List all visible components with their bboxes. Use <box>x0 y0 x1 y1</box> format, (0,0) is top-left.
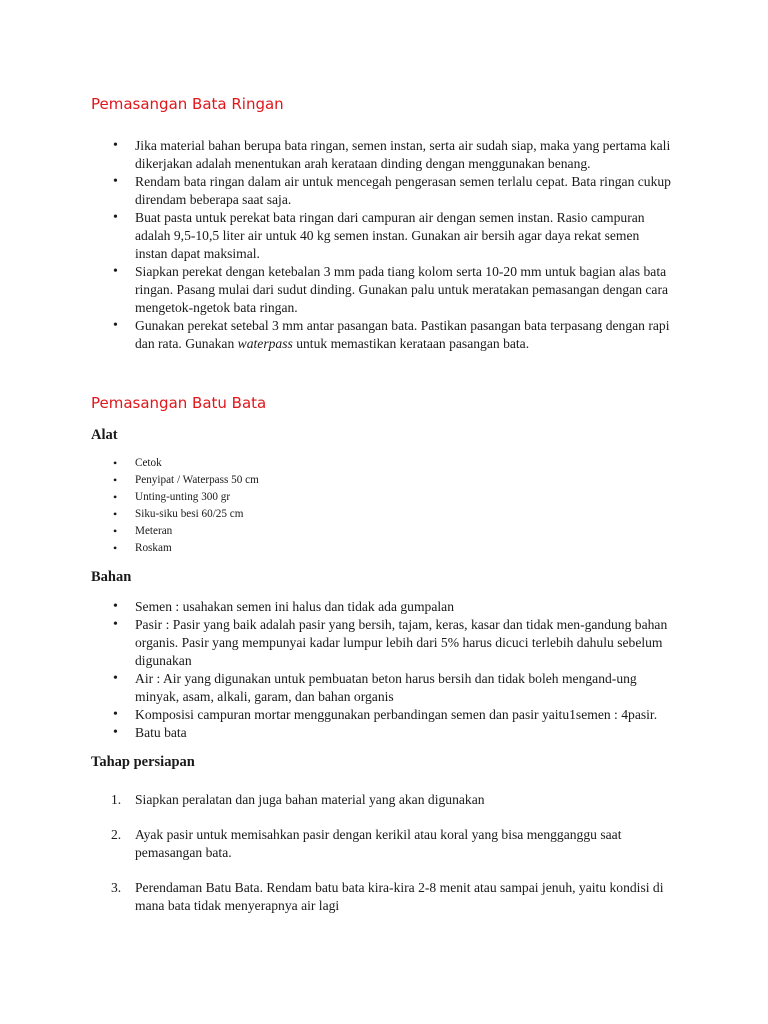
list-item: • Air : Air yang digunakan untuk pembuatan beton harus bersih dan tidak boleh mengand-ung minyak, asam, alkali, garam, dan bahan organis <box>111 670 671 706</box>
bata-ringan-steps-list <box>111 137 671 353</box>
list-item: • Penyipat / Waterpass 50 cm <box>111 472 511 489</box>
list-item <box>111 317 671 353</box>
subheading-alat: Alat <box>91 427 118 443</box>
list-item: • Meteran <box>111 523 511 540</box>
list-item: • Buat pasta untuk perekat bata ringan dari campuran air dengan semen instan. Rasio campuran adalah 9,5-10,5 liter air untuk 40 kg semen instan. Gunakan air bersih agar daya rekat semen instan dapat maksimal. <box>111 209 671 263</box>
list-item: • Roskam <box>111 540 511 557</box>
persiapan-steps-list <box>111 791 671 932</box>
list-item: • Siku-siku besi 60/25 cm <box>111 506 511 523</box>
list-item: • Jika material bahan berupa bata ringan, semen instan, serta air sudah siap, maka yang pertama kali dikerjakan adalah menentukan arah kerataan dinding dengan menggunakan benang. <box>111 137 671 173</box>
list-item: • Cetok <box>111 455 511 472</box>
step-text: Siapkan peralatan dan juga bahan material yang akan digunakan <box>135 792 485 807</box>
list-item: • Semen : usahakan semen ini halus dan tidak ada gumpalan <box>111 598 671 616</box>
subheading-tahap-persiapan: Tahap persiapan <box>91 754 195 770</box>
step-text: Perendaman Batu Bata. Rendam batu bata kira-kira 2-8 menit atau sampai jenuh, yaitu kondisi di mana bata tidak menyerapnya air lagi <box>135 880 664 913</box>
item-text: untuk memastikan kerataan pasangan bata. <box>292 336 530 351</box>
list-item <box>111 791 671 809</box>
list-item: • Komposisi campuran mortar menggunakan perbandingan semen dan pasir yaitu1semen : 4pasir. <box>111 706 671 724</box>
item-text: Gunakan perekat setebal 3 mm antar pasangan bata. Pastikan pasangan bata terpasang dengan rapi dan rata. Gunakan <box>135 318 670 351</box>
bahan-list <box>111 598 671 742</box>
item-emphasis: waterpass <box>237 336 293 351</box>
alat-list <box>111 455 511 557</box>
list-item <box>111 826 671 862</box>
step-text: Ayak pasir untuk memisahkan pasir dengan kerikil atau koral yang bisa mengganggu saat pemasangan bata. <box>135 827 622 860</box>
section-title-bata-ringan: Pemasangan Bata Ringan <box>91 95 284 113</box>
step-number: 2. <box>111 827 122 842</box>
subheading-bahan: Bahan <box>91 569 132 585</box>
list-item: • Batu bata <box>111 724 671 742</box>
step-number: 1. <box>111 792 122 807</box>
list-item: • Unting-unting 300 gr <box>111 489 511 506</box>
list-item: • Pasir : Pasir yang baik adalah pasir yang bersih, tajam, keras, kasar dan tidak men-gandung bahan organis. Pasir yang mempunyai kadar lumpur lebih dari 5% harus dicuci terlebih dahulu sebelum digunakan <box>111 616 671 670</box>
list-item: • Siapkan perekat dengan ketebalan 3 mm pada tiang kolom serta 10-20 mm untuk bagian alas bata ringan. Pasang mulai dari sudut dinding. Gunakan palu untuk meratakan pemasangan dengan cara mengetok-ngetok bata ringan. <box>111 263 671 317</box>
list-item <box>111 879 671 915</box>
section-title-batu-bata: Pemasangan Batu Bata <box>91 394 267 412</box>
step-number: 3. <box>111 880 122 895</box>
list-item: • Rendam bata ringan dalam air untuk mencegah pengerasan semen terlalu cepat. Bata ringan cukup direndam beberapa saat saja. <box>111 173 671 209</box>
